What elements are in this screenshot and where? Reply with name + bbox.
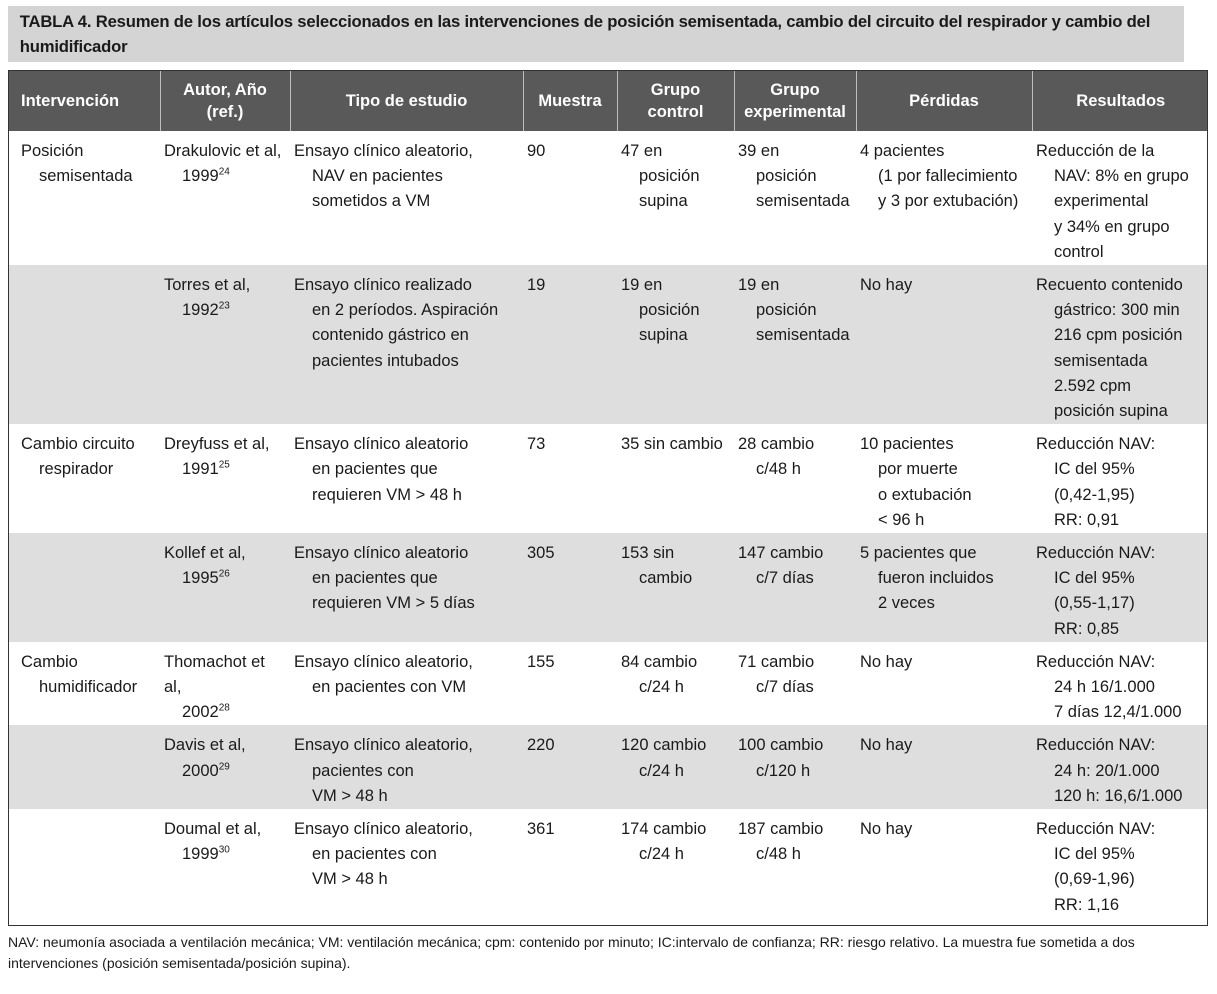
- cell-tipo-text: Ensayo clínico aleatorio, en pacientes con VM > 48 h: [294, 820, 473, 889]
- cell-experimental: [734, 809, 856, 919]
- cell-intervencion: [9, 642, 160, 726]
- cell-resultados: [1032, 424, 1208, 533]
- cell-resultados-text: Recuento contenido gástrico: 300 min 216 cpm posición semisentada 2.592 cpm posición supina: [1036, 276, 1183, 421]
- cell-perdidas-text: 10 pacientes por muerte o extubación < 96 h: [860, 435, 972, 529]
- header-perdidas: Pérdidas: [856, 71, 1032, 131]
- cell-control: [617, 533, 734, 642]
- cell-resultados-text: Reducción NAV: 24 h: 20/1.000 120 h: 16,6/1.000: [1036, 736, 1183, 805]
- cell-resultados-text: Reducción NAV: IC del 95% (0,69-1,96) RR: 1,16: [1036, 820, 1156, 914]
- cell-autor: [160, 131, 290, 265]
- table-row: [9, 809, 1208, 919]
- cell-tipo-text: Ensayo clínico aleatorio en pacientes que requieren VM > 5 días: [294, 544, 475, 613]
- cell-experimental: [734, 424, 856, 533]
- author-name: Kollef et al,: [164, 544, 246, 563]
- author-year-line: [164, 457, 286, 482]
- cell-autor: [160, 809, 290, 919]
- cell-intervencion-text: Cambio circuito respirador: [21, 435, 135, 479]
- cell-intervencion-text: Posición semisentada: [21, 142, 133, 186]
- cell-tipo: [290, 265, 523, 424]
- cell-control: [617, 642, 734, 726]
- cell-intervencion: [9, 809, 160, 919]
- cell-experimental: [734, 533, 856, 642]
- cell-perdidas: [856, 642, 1032, 726]
- author-name: Drakulovic et al,: [164, 142, 282, 160]
- cell-tipo-text: Ensayo clínico aleatorio, en pacientes con VM: [294, 652, 473, 697]
- cell-muestra: [523, 533, 617, 642]
- author-year: 2000: [182, 761, 219, 780]
- cell-experimental-text: 19 en posición semisentada: [738, 276, 850, 345]
- header-resultados: Resultados: [1032, 71, 1208, 131]
- cell-control: [617, 265, 734, 424]
- cell-resultados-text: Reducción NAV: IC del 95% (0,42-1,95) RR: 0,91: [1036, 435, 1156, 529]
- cell-muestra: [523, 809, 617, 919]
- table-body: [9, 131, 1208, 919]
- cell-experimental-text: 187 cambio c/48 h: [738, 820, 824, 864]
- cell-tipo: [290, 424, 523, 533]
- header-muestra: Muestra: [523, 71, 617, 131]
- author-year-line: [164, 566, 286, 591]
- cell-perdidas: [856, 725, 1032, 809]
- table-row: [9, 533, 1208, 642]
- cell-muestra-text: 220: [527, 736, 555, 755]
- cell-tipo: [290, 131, 523, 265]
- cell-autor: [160, 642, 290, 726]
- header-intervencion: Intervención: [9, 71, 160, 131]
- cell-muestra: [523, 131, 617, 265]
- author-name: Dreyfuss et al,: [164, 435, 270, 454]
- cell-control-text: 19 en posición supina: [621, 276, 700, 345]
- author-year: 2002: [182, 703, 219, 722]
- author-reference: 24: [218, 166, 230, 178]
- author-year-line: [164, 298, 286, 323]
- table-row: [9, 131, 1208, 265]
- cell-experimental-text: 71 cambio c/7 días: [738, 652, 815, 697]
- cell-perdidas-text: 5 pacientes que fueron incluidos 2 veces: [860, 544, 994, 613]
- table-footnote: NAV: neumonía asociada a ventilación mecánica; VM: ventilación mecánica; cpm: contenido por minuto; IC:intervalo de confianza; RR: riesgo relativo. La muestra fue sometida a dos intervenciones (posición semisentada/posición supina).: [8, 934, 1135, 971]
- cell-tipo-text: Ensayo clínico aleatorio, NAV en pacientes sometidos a VM: [294, 142, 473, 211]
- cell-perdidas-text: 4 pacientes (1 por fallecimiento y 3 por extubación): [860, 142, 1019, 211]
- cell-intervencion: [9, 725, 160, 809]
- cell-tipo-text: Ensayo clínico aleatorio, pacientes con VM > 48 h: [294, 736, 473, 805]
- cell-control-text: 84 cambio c/24 h: [621, 652, 698, 697]
- cell-control: [617, 809, 734, 919]
- cell-perdidas: [856, 131, 1032, 265]
- cell-control: [617, 131, 734, 265]
- cell-muestra: [523, 265, 617, 424]
- cell-intervencion: [9, 533, 160, 642]
- cell-muestra: [523, 725, 617, 809]
- author-year: 1992: [182, 301, 219, 320]
- cell-tipo: [290, 533, 523, 642]
- cell-control-text: 47 en posición supina: [621, 142, 700, 211]
- cell-experimental-text: 28 cambio c/48 h: [738, 435, 815, 479]
- cell-control-text: 120 cambio c/24 h: [621, 736, 707, 780]
- author-reference: 28: [218, 702, 230, 714]
- cell-perdidas-text: No hay: [860, 276, 913, 295]
- cell-resultados: [1032, 131, 1208, 265]
- cell-resultados: [1032, 809, 1208, 919]
- cell-autor: [160, 265, 290, 424]
- cell-perdidas: [856, 424, 1032, 533]
- author-year: 1995: [182, 569, 219, 588]
- table-header-row: [9, 71, 1208, 131]
- cell-control: [617, 725, 734, 809]
- author-name: Davis et al,: [164, 736, 246, 755]
- author-year: 1999: [182, 167, 219, 186]
- cell-perdidas: [856, 533, 1032, 642]
- cell-perdidas-text: No hay: [860, 736, 913, 755]
- cell-intervencion-text: Cambio humidificador: [21, 652, 138, 697]
- cell-resultados: [1032, 725, 1208, 809]
- header-experimental: [734, 71, 856, 131]
- cell-autor: [160, 533, 290, 642]
- header-autor: [160, 71, 290, 131]
- header-control: Grupo control: [617, 71, 734, 131]
- header-autor-line2: (ref.): [206, 103, 244, 121]
- cell-control: [617, 424, 734, 533]
- cell-experimental: [734, 265, 856, 424]
- author-reference: 23: [218, 300, 230, 312]
- cell-intervencion: [9, 131, 160, 265]
- cell-resultados-text: Reducción NAV: 24 h 16/1.000 7 días 12,4/1.000: [1036, 652, 1182, 722]
- cell-experimental: [734, 725, 856, 809]
- cell-experimental-text: 39 en posición semisentada: [738, 142, 850, 211]
- cell-intervencion: [9, 424, 160, 533]
- header-experimental-line2: experimental: [744, 103, 846, 121]
- cell-tipo: [290, 725, 523, 809]
- author-year-line: [164, 164, 286, 189]
- cell-tipo: [290, 809, 523, 919]
- table-row: [9, 424, 1208, 533]
- author-name: Doumal et al,: [164, 820, 262, 839]
- author-name: Torres et al,: [164, 276, 251, 295]
- cell-control-text: 35 sin cambio: [621, 435, 723, 454]
- cell-resultados-text: Reducción NAV: IC del 95% (0,55-1,17) RR: 0,85: [1036, 544, 1156, 638]
- author-reference: 29: [218, 761, 230, 773]
- cell-autor: [160, 424, 290, 533]
- cell-resultados: [1032, 265, 1208, 424]
- header-autor-line1: Autor, Año: [183, 81, 267, 99]
- cell-muestra: [523, 424, 617, 533]
- cell-experimental: [734, 642, 856, 726]
- cell-control-text: 174 cambio c/24 h: [621, 820, 707, 864]
- cell-muestra-text: 155: [527, 652, 555, 671]
- cell-experimental: [734, 131, 856, 265]
- author-year-line: [164, 842, 286, 867]
- cell-resultados: [1032, 533, 1208, 642]
- table-title: TABLA 4. Resumen de los artículos seleccionados en las intervenciones de posición semisentada, cambio del circuito del respirador y cambio del humidificador: [8, 6, 1184, 62]
- cell-muestra: [523, 642, 617, 726]
- author-year-line: [164, 759, 286, 784]
- cell-control-text: 153 sin cambio: [621, 544, 693, 588]
- cell-tipo-text: Ensayo clínico aleatorio en pacientes que requieren VM > 48 h: [294, 435, 469, 504]
- cell-perdidas-text: No hay: [860, 820, 913, 839]
- table: [9, 71, 1208, 919]
- author-year-line: [164, 700, 286, 725]
- author-reference: 25: [218, 459, 230, 471]
- cell-muestra-text: 305: [527, 544, 555, 563]
- author-reference: 30: [218, 844, 230, 856]
- cell-resultados-text: Reducción de la NAV: 8% en grupo experimental y 34% en grupo control: [1036, 142, 1189, 261]
- cell-intervencion: [9, 265, 160, 424]
- cell-muestra-text: 73: [527, 435, 546, 454]
- cell-tipo-text: Ensayo clínico realizado en 2 períodos. Aspiración contenido gástrico en pacientes intubados: [294, 276, 499, 370]
- cell-resultados: [1032, 642, 1208, 726]
- author-name: Thomachot et al,: [164, 652, 265, 697]
- cell-perdidas: [856, 809, 1032, 919]
- header-tipo: Tipo de estudio: [290, 71, 523, 131]
- cell-experimental-text: 147 cambio c/7 días: [738, 544, 824, 588]
- author-reference: 26: [218, 568, 230, 580]
- cell-tipo: [290, 642, 523, 726]
- table-row: [9, 642, 1208, 726]
- cell-muestra-text: 90: [527, 142, 546, 160]
- author-year: 1999: [182, 845, 219, 864]
- cell-autor: [160, 725, 290, 809]
- summary-table: [8, 70, 1208, 926]
- header-experimental-line1: Grupo: [770, 81, 820, 99]
- cell-perdidas: [856, 265, 1032, 424]
- author-year: 1991: [182, 460, 219, 479]
- cell-muestra-text: 361: [527, 820, 555, 839]
- table-row: [9, 265, 1208, 424]
- table-row: [9, 725, 1208, 809]
- cell-muestra-text: 19: [527, 276, 546, 295]
- cell-perdidas-text: No hay: [860, 652, 913, 671]
- cell-experimental-text: 100 cambio c/120 h: [738, 736, 824, 780]
